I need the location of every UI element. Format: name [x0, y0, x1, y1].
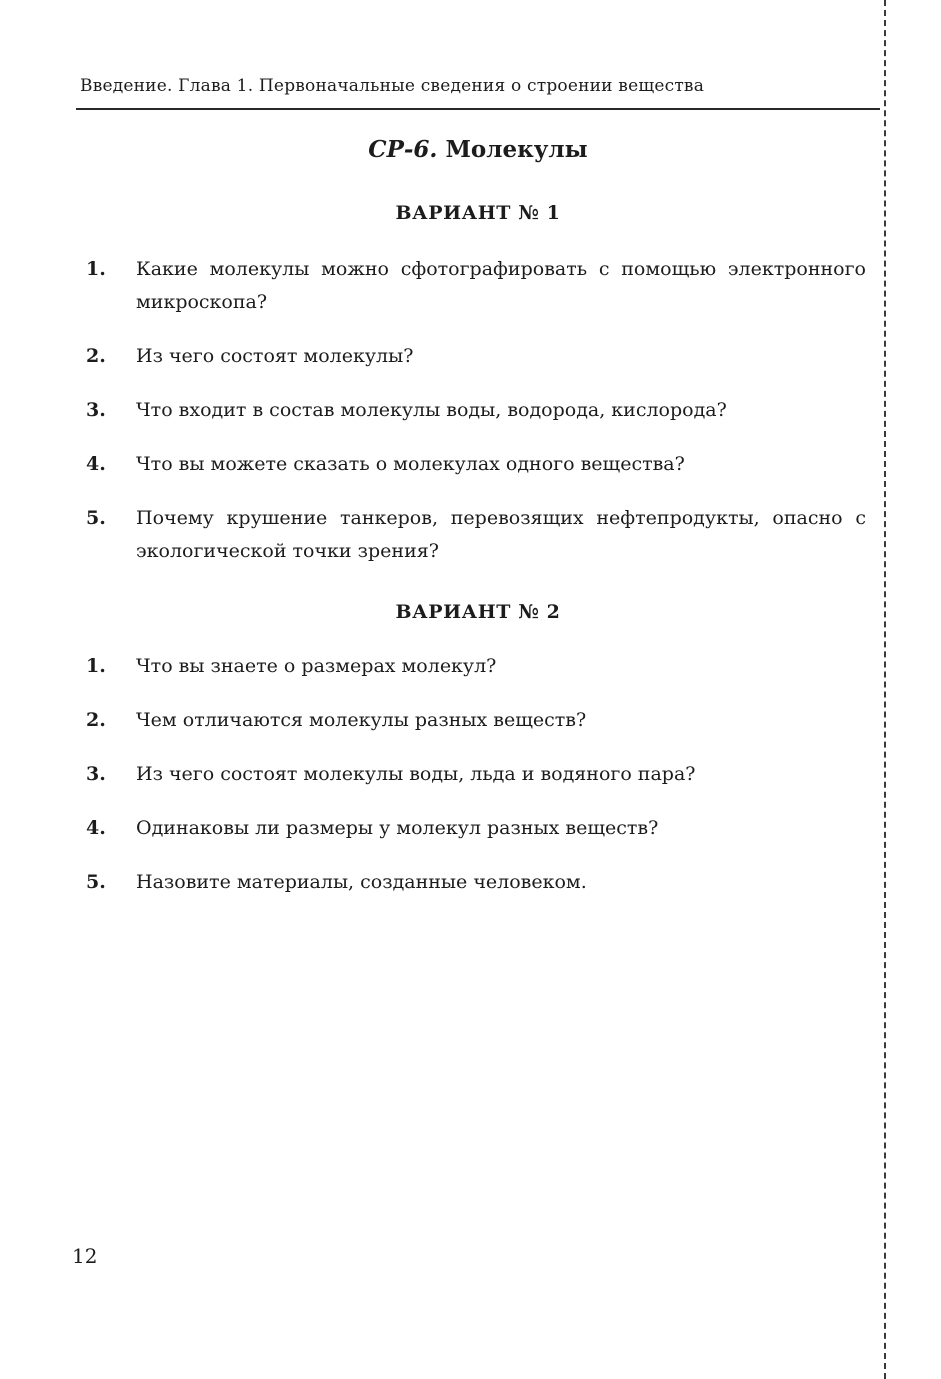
question-text: Какие молекулы можно сфотографировать с помощью электронного микроскопа? [136, 258, 866, 313]
question-number: 1. [86, 258, 106, 280]
question-item [86, 866, 866, 899]
question-item [86, 812, 866, 845]
question-item [86, 650, 866, 683]
variant-1-heading: ВАРИАНТ № 1 [395, 202, 561, 224]
question-number: 5. [86, 871, 106, 893]
variant-1-questions [86, 253, 866, 589]
question-number: 3. [86, 399, 106, 421]
page-number: 12 [72, 1244, 98, 1268]
question-item [86, 340, 866, 373]
title-code: СР-6. [368, 136, 438, 163]
page-title [76, 136, 880, 163]
question-text: Что вы знаете о размерах молекул? [136, 655, 497, 677]
question-item [86, 758, 866, 791]
title-text: Молекулы [445, 136, 588, 163]
variant-2-heading: ВАРИАНТ № 2 [395, 601, 561, 623]
question-number: 4. [86, 453, 106, 475]
question-number: 3. [86, 763, 106, 785]
dashed-cut-line [884, 0, 886, 1379]
question-number: 5. [86, 507, 106, 529]
question-text: Что входит в состав молекулы воды, водорода, кислорода? [136, 399, 727, 421]
question-item [86, 704, 866, 737]
question-number: 2. [86, 345, 106, 367]
question-item [86, 253, 866, 319]
question-text: Назовите материалы, созданные человеком. [136, 871, 587, 893]
question-number: 1. [86, 655, 106, 677]
question-text: Чем отличаются молекулы разных веществ? [136, 709, 587, 731]
question-number: 4. [86, 817, 106, 839]
question-number: 2. [86, 709, 106, 731]
question-item [86, 502, 866, 568]
question-item [86, 394, 866, 427]
question-text: Одинаковы ли размеры у молекул разных веществ? [136, 817, 659, 839]
variant-2-questions [86, 650, 866, 920]
question-item [86, 448, 866, 481]
question-text: Почему крушение танкеров, перевозящих нефтепродукты, опасно с экологической точки зрения? [136, 507, 866, 562]
running-header: Введение. Глава 1. Первоначальные сведения о строении вещества [80, 76, 705, 96]
question-text: Что вы можете сказать о молекулах одного вещества? [136, 453, 685, 475]
question-text: Из чего состоят молекулы воды, льда и водяного пара? [136, 763, 696, 785]
header-rule [76, 108, 880, 110]
question-text: Из чего состоят молекулы? [136, 345, 414, 367]
